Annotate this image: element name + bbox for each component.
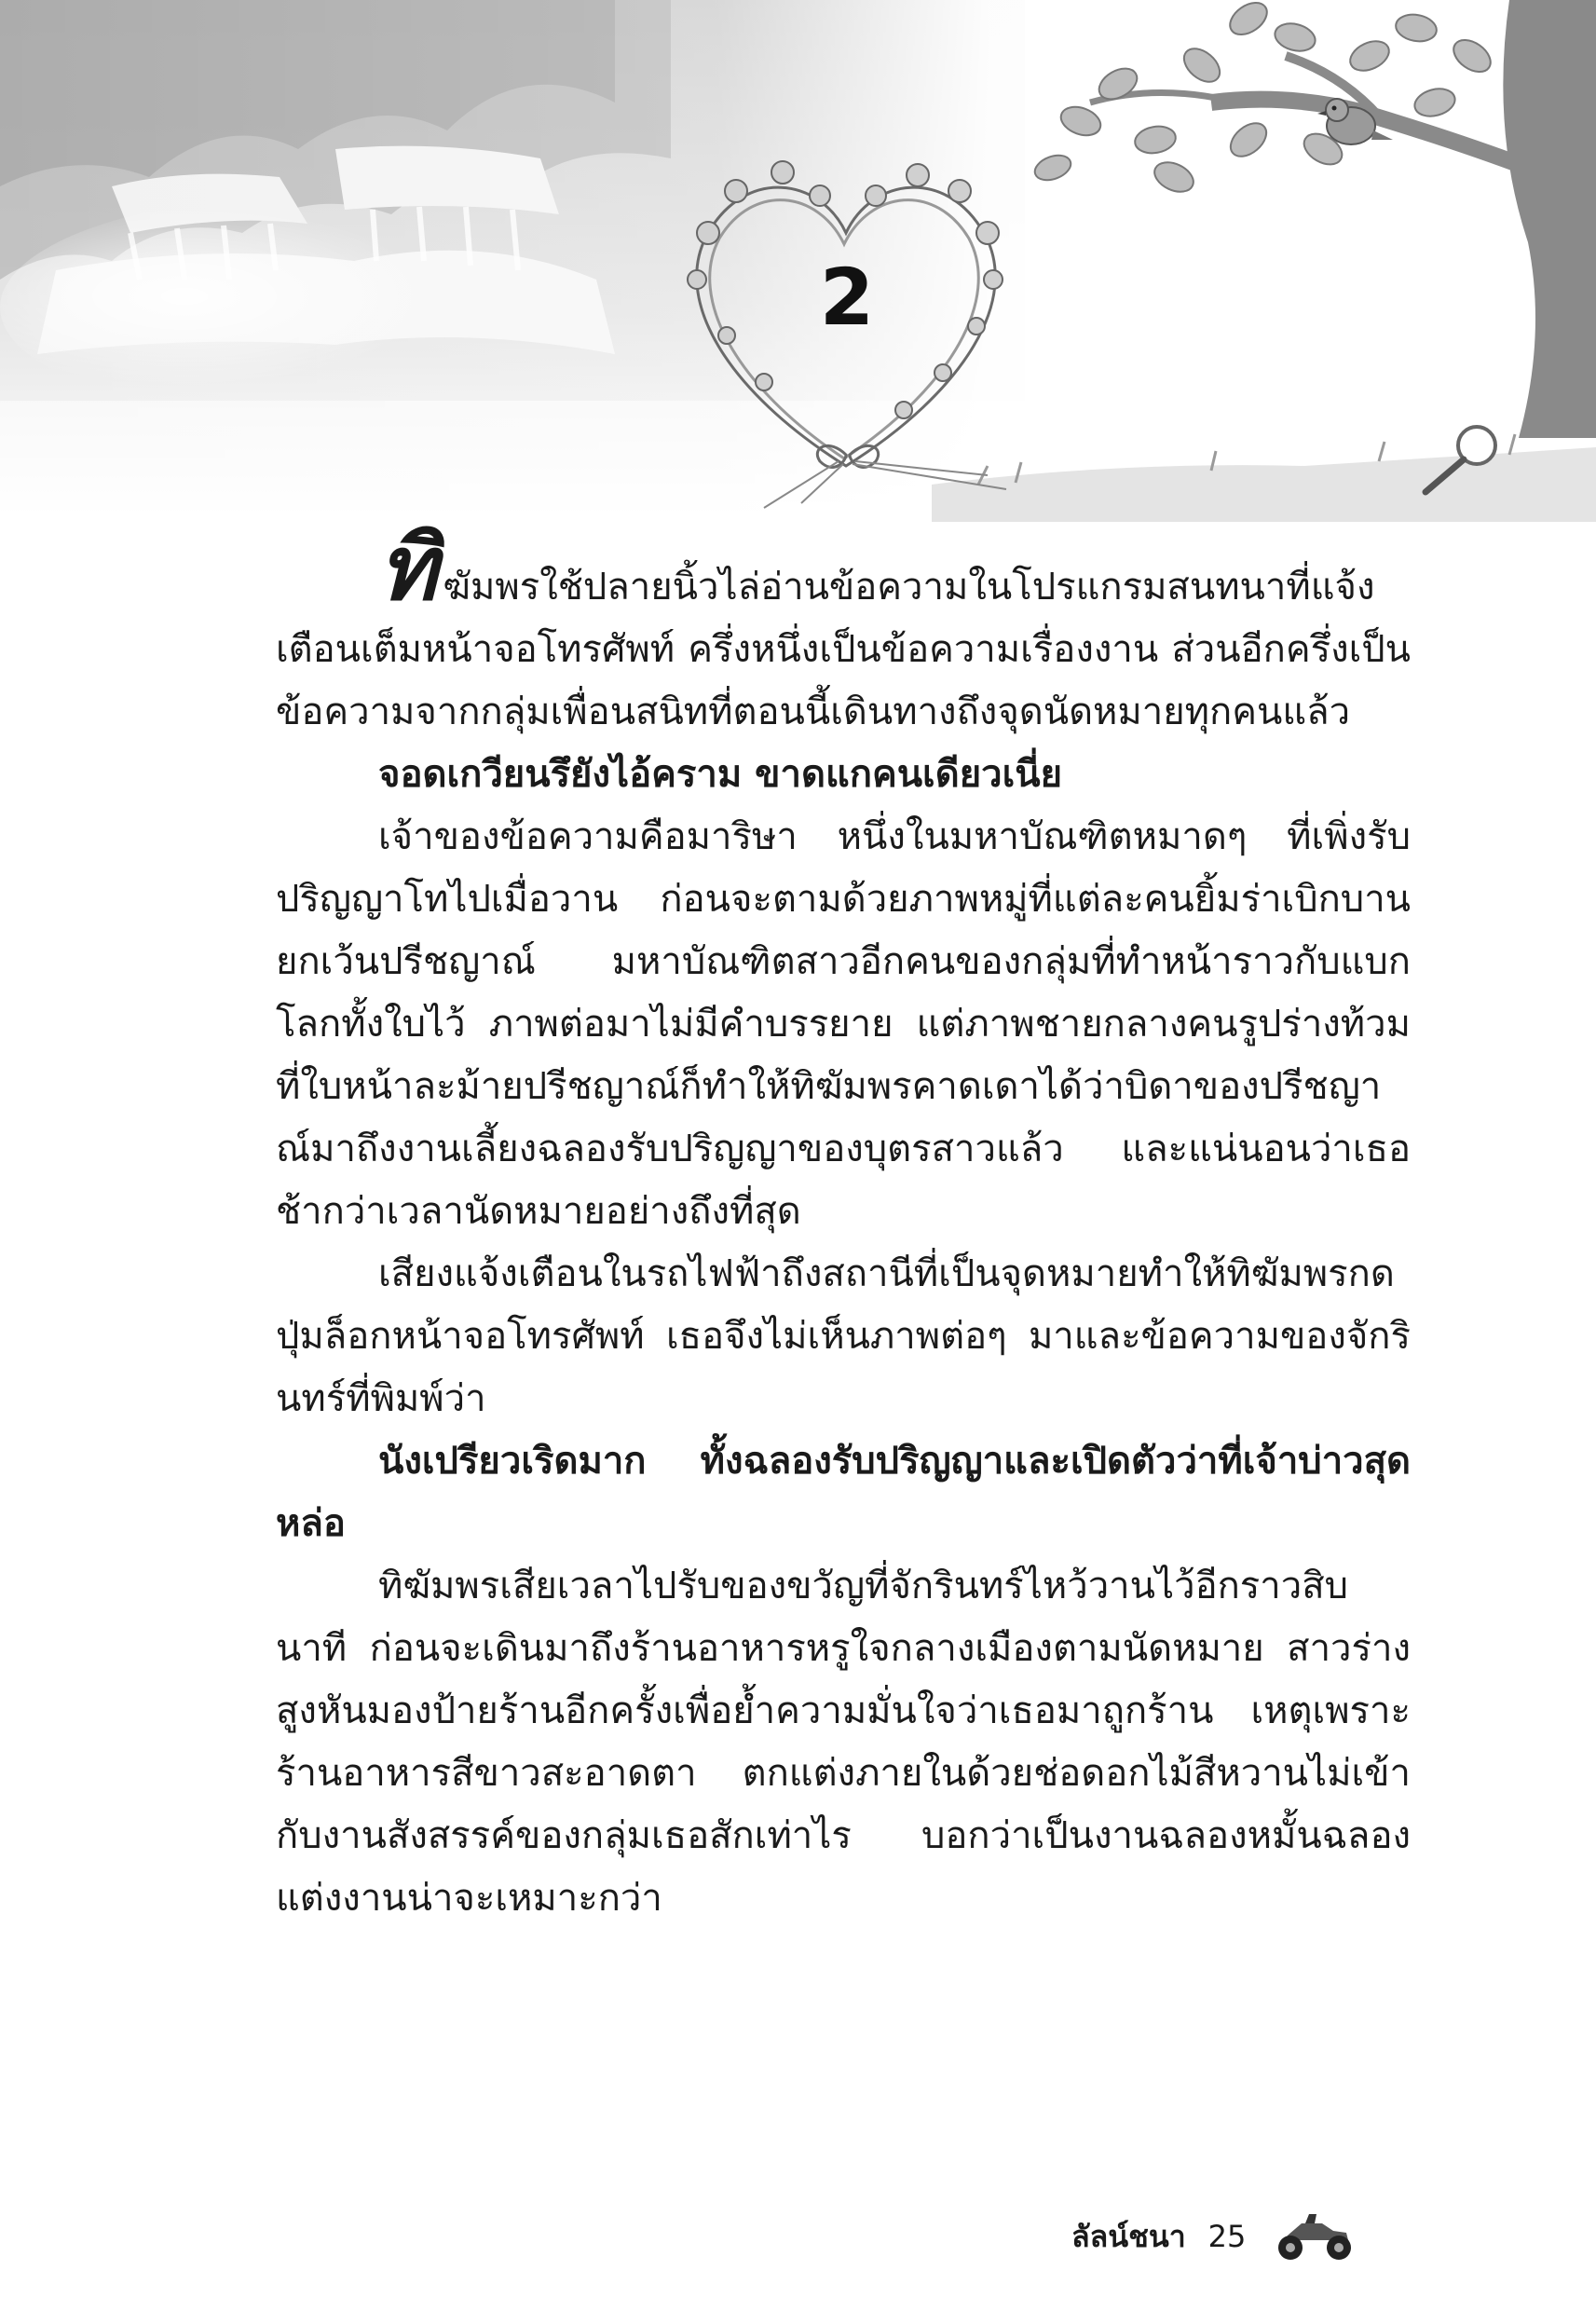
book-title: ลัลน์ชนา: [1071, 2218, 1186, 2254]
chapter-number: 2: [819, 252, 873, 343]
paragraph-5: นังเปรียวเริดมาก ทั้งฉลองรับปริญญาและเปิดตัวว่าที่เจ้าบ่าวสุดหล่อ: [276, 1440, 1411, 1545]
paragraph-6: ทิฆัมพรเสียเวลาไปรับของขวัญที่จักรินทร์ไหว้วานไว้อีกราวสิบนาที ก่อนจะเดินมาถึงร้านอาหารหรูใจกลางเมืองตามนัดหมาย สาวร่างสูงหันมองป้ายร้านอีกครั้งเพื่อย้ำความมั่นใจว่าเธอมาถูกร้าน เหตุเพราะร้านอาหารสีขาวสะอาดตา ตกแต่งภายในด้วยช่อดอกไม้สีหวานไม่เข้ากับงานสังสรรค์ของกลุ่มเธอสักเท่าไร บอกว่าเป็นงานฉลองหมั้นฉลองแต่งงานน่าจะเหมาะกว่า: [276, 1565, 1411, 1920]
atv-icon: [1268, 2208, 1361, 2264]
paragraph-1: [276, 515, 1411, 744]
header-illustration: [0, 0, 1596, 522]
paragraph-3: เจ้าของข้อความคือมาริษา หนึ่งในมหาบัณฑิตหมาดๆ ที่เพิ่งรับปริญญาโทไปเมื่อวาน ก่อนจะตามด้วยภาพหมู่ที่แต่ละคนยิ้มร่าเบิกบาน ยกเว้นปรีชญาณ์ มหาบัณฑิตสาวอีกคนของกลุ่มที่ทำหน้าราวกับแบกโลกทั้งใบไว้ ภาพต่อมาไม่มีคำบรรยาย แต่ภาพชายกลางคนรูปร่างท้วมที่ใบหน้าละม้ายปรีชญาณ์ก็ทำให้ทิฆัมพรคาดเดาได้ว่าบิดาของปรีชญาณ์มาถึงงานเลี้ยงฉลองรับปริญญาของบุตรสาวแล้ว และแน่นอนว่าเธอช้ากว่าเวลานัดหมายอย่างถึงที่สุด: [276, 815, 1411, 1233]
paragraph-4: เสียงแจ้งเตือนในรถไฟฟ้าถึงสถานีที่เป็นจุดหมายทำให้ทิฆัมพรกดปุ่มล็อกหน้าจอโทรศัพท์ เธอจึงไม่เห็นภาพต่อๆ มาและข้อความของจักรินทร์ที่พิมพ์ว่า: [276, 1252, 1411, 1420]
drop-cap: ทิ: [378, 515, 438, 621]
waterfall-scene: [0, 0, 1596, 522]
chapter-body: [276, 515, 1411, 1930]
paragraph-text: ฆัมพรใช้ปลายนิ้วไล่อ่านข้อความในโปรแกรมสนทนาที่แจ้งเตือนเต็มหน้าจอโทรศัพท์ ครึ่งหนึ่งเป็นข้อความเรื่องงาน ส่วนอีกครึ่งเป็นข้อความจากกลุ่มเพื่อนสนิทที่ตอนนี้เดินทางถึงจุดนัดหมายทุกคนแล้ว: [276, 566, 1411, 733]
page-footer: [1071, 2199, 1361, 2274]
page-number: 25: [1207, 2219, 1247, 2254]
paragraph-2: จอดเกวียนรึยังไอ้คราม ขาดแกคนเดียวเนี่ย: [378, 753, 1063, 796]
